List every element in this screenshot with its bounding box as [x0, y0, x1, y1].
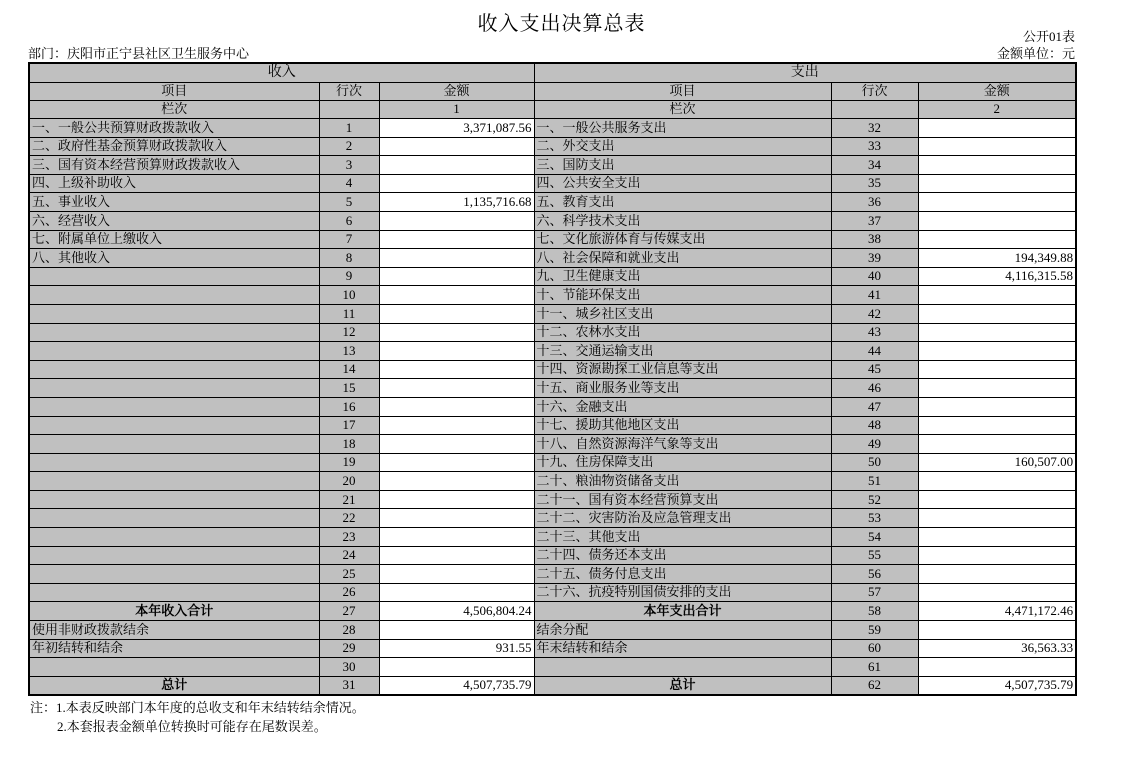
expense-item-cell: 十、节能环保支出 [534, 286, 831, 305]
expense-item-cell: 十八、自然资源海洋气象等支出 [534, 435, 831, 454]
table-row [29, 342, 1076, 361]
income-line-cell: 27 [319, 602, 379, 621]
expense-amount-cell: 160,507.00 [918, 453, 1076, 472]
expense-line-cell: 44 [831, 342, 918, 361]
income-amount-cell: 4,507,735.79 [379, 676, 534, 695]
table-row [29, 602, 1076, 621]
income-item-cell [29, 267, 319, 286]
income-item-cell [29, 490, 319, 509]
expense-line-cell: 32 [831, 119, 918, 138]
income-amount-cell [379, 583, 534, 602]
expense-item-cell: 二十、粮油物资储备支出 [534, 472, 831, 491]
income-item-cell [29, 435, 319, 454]
income-amount-cell [379, 435, 534, 454]
income-line-cell: 22 [319, 509, 379, 528]
income-item-cell [29, 360, 319, 379]
expense-item-header: 项目 [534, 83, 831, 101]
expense-amount-cell [918, 174, 1076, 193]
income-amount-cell [379, 304, 534, 323]
income-line-cell: 16 [319, 397, 379, 416]
expense-amount-cell: 4,116,315.58 [918, 267, 1076, 286]
income-amount-cell [379, 286, 534, 305]
table-row [29, 156, 1076, 175]
section-header-row [29, 63, 1076, 83]
income-amount-cell [379, 249, 534, 268]
expense-line-cell: 45 [831, 360, 918, 379]
expense-item-cell: 总计 [534, 676, 831, 695]
table-row [29, 658, 1076, 677]
expense-line-cell: 36 [831, 193, 918, 212]
income-item-cell [29, 528, 319, 547]
income-item-cell: 总计 [29, 676, 319, 695]
table-row [29, 528, 1076, 547]
income-item-cell: 三、国有资本经营预算财政拨款收入 [29, 156, 319, 175]
income-item-cell [29, 416, 319, 435]
table-row [29, 211, 1076, 230]
expense-line-cell: 58 [831, 602, 918, 621]
table-row [29, 397, 1076, 416]
income-line-cell: 25 [319, 565, 379, 584]
expense-item-cell [534, 658, 831, 677]
expense-item-cell: 八、社会保障和就业支出 [534, 249, 831, 268]
expense-amount-cell [918, 211, 1076, 230]
expense-item-cell: 十二、农林水支出 [534, 323, 831, 342]
expense-line-cell: 43 [831, 323, 918, 342]
expense-amount-cell [918, 137, 1076, 156]
income-line-cell: 18 [319, 435, 379, 454]
income-amount-cell [379, 174, 534, 193]
income-line-cell: 29 [319, 639, 379, 658]
income-line-cell: 20 [319, 472, 379, 491]
expense-item-cell: 二十六、抗疫特别国债安排的支出 [534, 583, 831, 602]
income-column-index: 1 [379, 101, 534, 119]
expense-line-cell: 51 [831, 472, 918, 491]
income-amount-cell: 1,135,716.68 [379, 193, 534, 212]
expense-amount-cell [918, 528, 1076, 547]
income-line-cell: 12 [319, 323, 379, 342]
expense-line-cell: 57 [831, 583, 918, 602]
income-item-cell: 本年收入合计 [29, 602, 319, 621]
income-line-cell: 3 [319, 156, 379, 175]
expense-amount-cell [918, 472, 1076, 491]
page-title: 收入支出决算总表 [477, 13, 646, 35]
income-lanci-label: 栏次 [29, 101, 319, 119]
income-item-cell: 一、一般公共预算财政拨款收入 [29, 119, 319, 138]
footnotes [30, 698, 365, 736]
expense-item-cell: 二十一、国有资本经营预算支出 [534, 490, 831, 509]
expense-amount-cell: 4,471,172.46 [918, 602, 1076, 621]
expense-item-cell: 本年支出合计 [534, 602, 831, 621]
income-line-cell: 15 [319, 379, 379, 398]
expense-line-cell: 46 [831, 379, 918, 398]
income-item-header: 项目 [29, 83, 319, 101]
table-row [29, 565, 1076, 584]
expense-item-cell: 三、国防支出 [534, 156, 831, 175]
expense-item-cell: 十四、资源勘探工业信息等支出 [534, 360, 831, 379]
income-line-cell: 28 [319, 621, 379, 640]
table-row [29, 137, 1076, 156]
income-item-cell [29, 583, 319, 602]
expense-line-cell: 49 [831, 435, 918, 454]
income-item-cell: 八、其他收入 [29, 249, 319, 268]
table-row [29, 416, 1076, 435]
income-item-cell: 七、附属单位上缴收入 [29, 230, 319, 249]
income-item-cell [29, 453, 319, 472]
income-amount-cell [379, 360, 534, 379]
table-row [29, 435, 1076, 454]
expense-amount-cell [918, 397, 1076, 416]
table-row [29, 546, 1076, 565]
income-amount-cell [379, 658, 534, 677]
expense-line-cell: 50 [831, 453, 918, 472]
income-item-cell [29, 472, 319, 491]
income-amount-cell [379, 397, 534, 416]
table-row [29, 379, 1076, 398]
expense-item-cell: 二、外交支出 [534, 137, 831, 156]
expense-line-cell: 61 [831, 658, 918, 677]
income-amount-cell [379, 156, 534, 175]
table-row [29, 267, 1076, 286]
table-row [29, 360, 1076, 379]
expense-amount-cell: 194,349.88 [918, 249, 1076, 268]
income-line-cell: 26 [319, 583, 379, 602]
expense-amount-cell [918, 546, 1076, 565]
expense-line-cell: 53 [831, 509, 918, 528]
income-line-cell: 4 [319, 174, 379, 193]
expense-section-header: 支出 [534, 63, 1076, 83]
income-item-cell [29, 379, 319, 398]
income-line-cell: 14 [319, 360, 379, 379]
income-amount-cell [379, 528, 534, 547]
income-amount-cell [379, 211, 534, 230]
expense-item-cell: 五、教育支出 [534, 193, 831, 212]
footnote-1: 注：1.本表反映部门本年度的总收支和年末结转结余情况。 [30, 700, 365, 715]
expense-line-cell: 60 [831, 639, 918, 658]
expense-line-cell: 41 [831, 286, 918, 305]
expense-line-cell: 54 [831, 528, 918, 547]
income-item-cell [29, 304, 319, 323]
footnote-2: 2.本套报表金额单位转换时可能存在尾数误差。 [57, 719, 327, 734]
expense-amount-cell [918, 360, 1076, 379]
income-line-cell: 8 [319, 249, 379, 268]
income-item-cell: 年初结转和结余 [29, 639, 319, 658]
column-header-row [29, 83, 1076, 101]
expense-line-cell: 55 [831, 546, 918, 565]
income-amount-cell: 931.55 [379, 639, 534, 658]
income-item-cell: 五、事业收入 [29, 193, 319, 212]
income-line-cell: 6 [319, 211, 379, 230]
expense-line-cell: 47 [831, 397, 918, 416]
expense-item-cell: 十一、城乡社区支出 [534, 304, 831, 323]
expense-amount-cell [918, 658, 1076, 677]
expense-item-cell: 一、一般公共服务支出 [534, 119, 831, 138]
table-row [29, 193, 1076, 212]
expense-amount-cell: 4,507,735.79 [918, 676, 1076, 695]
income-item-cell [29, 658, 319, 677]
department-label: 部门：庆阳市正宁县社区卫生服务中心 [28, 46, 250, 61]
expense-amount-cell [918, 435, 1076, 454]
expense-line-cell: 48 [831, 416, 918, 435]
expense-item-cell: 十九、住房保障支出 [534, 453, 831, 472]
income-line-cell: 31 [319, 676, 379, 695]
income-item-cell: 二、政府性基金预算财政拨款收入 [29, 137, 319, 156]
table-code-label: 公开01表 [1022, 29, 1075, 44]
income-line-cell: 7 [319, 230, 379, 249]
expense-line-cell: 39 [831, 249, 918, 268]
table-row [29, 249, 1076, 268]
expense-amount-cell [918, 379, 1076, 398]
income-item-cell: 使用非财政拨款结余 [29, 621, 319, 640]
expense-amount-header: 金额 [918, 83, 1076, 101]
expense-line-header: 行次 [831, 83, 918, 101]
table-row [29, 676, 1076, 695]
table-row [29, 639, 1076, 658]
expense-line-cell: 38 [831, 230, 918, 249]
table-row [29, 174, 1076, 193]
table-row [29, 490, 1076, 509]
table-row [29, 472, 1076, 491]
table-row [29, 304, 1076, 323]
expense-amount-cell [918, 416, 1076, 435]
income-amount-header: 金额 [379, 83, 534, 101]
income-line-cell: 2 [319, 137, 379, 156]
expense-line-cell: 35 [831, 174, 918, 193]
expense-line-cell: 34 [831, 156, 918, 175]
column-index-row [29, 101, 1076, 119]
expense-amount-cell [918, 583, 1076, 602]
expense-item-cell: 七、文化旅游体育与传媒支出 [534, 230, 831, 249]
income-amount-cell: 4,506,804.24 [379, 602, 534, 621]
expense-item-cell: 二十五、债务付息支出 [534, 565, 831, 584]
expense-item-cell: 结余分配 [534, 621, 831, 640]
income-amount-cell [379, 137, 534, 156]
income-lanci-line [319, 101, 379, 119]
income-amount-cell: 3,371,087.56 [379, 119, 534, 138]
income-item-cell [29, 286, 319, 305]
income-amount-cell [379, 509, 534, 528]
income-amount-cell [379, 230, 534, 249]
income-line-cell: 19 [319, 453, 379, 472]
expense-line-cell: 56 [831, 565, 918, 584]
expense-line-cell: 42 [831, 304, 918, 323]
expense-amount-cell [918, 490, 1076, 509]
expense-amount-cell [918, 323, 1076, 342]
income-amount-cell [379, 267, 534, 286]
table-row [29, 230, 1076, 249]
expense-item-cell: 年末结转和结余 [534, 639, 831, 658]
income-amount-cell [379, 342, 534, 361]
income-line-cell: 1 [319, 119, 379, 138]
expense-line-cell: 52 [831, 490, 918, 509]
table-row [29, 323, 1076, 342]
income-item-cell: 四、上级补助收入 [29, 174, 319, 193]
income-line-cell: 13 [319, 342, 379, 361]
income-line-cell: 5 [319, 193, 379, 212]
income-amount-cell [379, 565, 534, 584]
income-line-cell: 10 [319, 286, 379, 305]
expense-amount-cell [918, 509, 1076, 528]
table-row [29, 583, 1076, 602]
expense-amount-cell [918, 286, 1076, 305]
table-row [29, 286, 1076, 305]
income-item-cell [29, 342, 319, 361]
expense-amount-cell [918, 193, 1076, 212]
table-row [29, 453, 1076, 472]
income-expense-summary-table [28, 62, 1077, 696]
income-item-cell: 六、经营收入 [29, 211, 319, 230]
expense-item-cell: 四、公共安全支出 [534, 174, 831, 193]
table-row [29, 119, 1076, 138]
income-item-cell [29, 509, 319, 528]
income-amount-cell [379, 546, 534, 565]
expense-line-cell: 33 [831, 137, 918, 156]
income-line-header: 行次 [319, 83, 379, 101]
income-line-cell: 24 [319, 546, 379, 565]
expense-item-cell: 十六、金融支出 [534, 397, 831, 416]
income-amount-cell [379, 416, 534, 435]
expense-item-cell: 二十四、债务还本支出 [534, 546, 831, 565]
expense-lanci-line [831, 101, 918, 119]
income-line-cell: 11 [319, 304, 379, 323]
expense-amount-cell [918, 119, 1076, 138]
income-item-cell [29, 565, 319, 584]
expense-line-cell: 40 [831, 267, 918, 286]
expense-amount-cell [918, 304, 1076, 323]
expense-line-cell: 59 [831, 621, 918, 640]
expense-item-cell: 十七、援助其他地区支出 [534, 416, 831, 435]
expense-amount-cell [918, 621, 1076, 640]
income-amount-cell [379, 472, 534, 491]
table-row [29, 621, 1076, 640]
income-amount-cell [379, 323, 534, 342]
expense-item-cell: 九、卫生健康支出 [534, 267, 831, 286]
income-amount-cell [379, 379, 534, 398]
table-row [29, 509, 1076, 528]
expense-item-cell: 二十三、其他支出 [534, 528, 831, 547]
expense-item-cell: 十三、交通运输支出 [534, 342, 831, 361]
expense-lanci-label: 栏次 [534, 101, 831, 119]
expense-line-cell: 37 [831, 211, 918, 230]
expense-item-cell: 二十二、灾害防治及应急管理支出 [534, 509, 831, 528]
expense-amount-cell [918, 565, 1076, 584]
income-item-cell [29, 546, 319, 565]
income-line-cell: 9 [319, 267, 379, 286]
expense-column-index: 2 [918, 101, 1076, 119]
expense-amount-cell [918, 230, 1076, 249]
expense-item-cell: 十五、商业服务业等支出 [534, 379, 831, 398]
expense-item-cell: 六、科学技术支出 [534, 211, 831, 230]
income-amount-cell [379, 621, 534, 640]
expense-amount-cell [918, 342, 1076, 361]
income-item-cell [29, 397, 319, 416]
income-line-cell: 23 [319, 528, 379, 547]
income-item-cell [29, 323, 319, 342]
income-section-header: 收入 [29, 63, 534, 83]
unit-label: 金额单位：元 [996, 46, 1075, 61]
income-amount-cell [379, 490, 534, 509]
income-line-cell: 17 [319, 416, 379, 435]
income-amount-cell [379, 453, 534, 472]
income-line-cell: 21 [319, 490, 379, 509]
expense-amount-cell: 36,563.33 [918, 639, 1076, 658]
expense-amount-cell [918, 156, 1076, 175]
expense-line-cell: 62 [831, 676, 918, 695]
income-line-cell: 30 [319, 658, 379, 677]
